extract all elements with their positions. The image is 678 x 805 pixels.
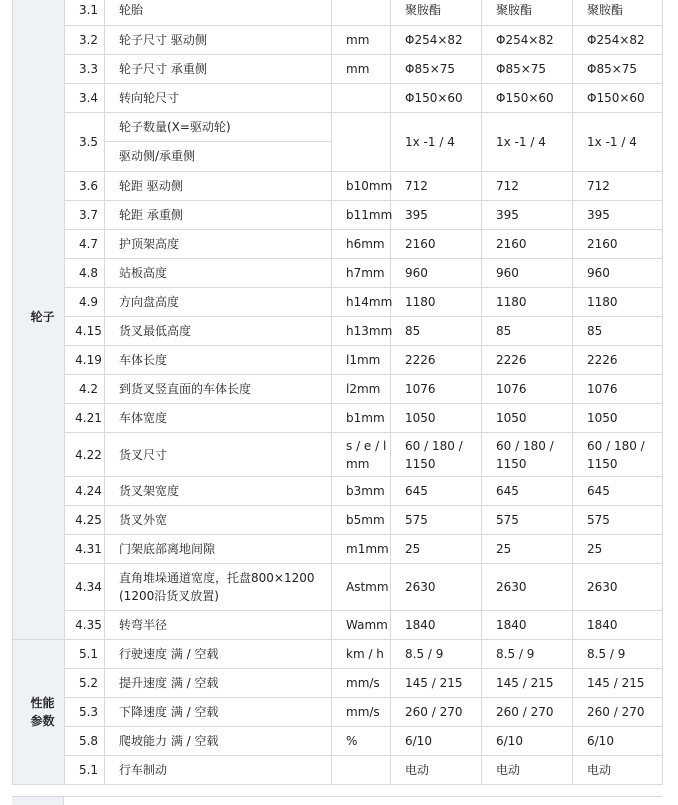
item-number: 3.1 — [65, 0, 105, 26]
table-row — [13, 375, 663, 404]
item-name: 转弯半径 — [105, 611, 332, 640]
item-value: 85 — [482, 317, 573, 346]
item-value: 60 / 180 / 1150 — [391, 433, 482, 477]
item-name: 货叉最低高度 — [105, 317, 332, 346]
item-value: 2226 — [391, 346, 482, 375]
item-number: 4.8 — [65, 259, 105, 288]
item-unit: mm/s — [332, 669, 391, 698]
item-value: 260 / 270 — [391, 698, 482, 727]
item-name: 轮距 驱动侧 — [105, 172, 332, 201]
item-unit: h13mm — [332, 317, 391, 346]
item-name: 转向轮尺寸 — [105, 84, 332, 113]
item-value: 1x -1 / 4 — [391, 113, 482, 172]
table-row — [13, 698, 663, 727]
item-name: 爬坡能力 满 / 空载 — [105, 727, 332, 756]
item-number: 5.1 — [65, 756, 105, 785]
table-row — [13, 433, 663, 477]
table-row — [13, 0, 663, 26]
item-unit: h6mm — [332, 230, 391, 259]
item-unit: b11mm — [332, 201, 391, 230]
item-number: 4.25 — [65, 506, 105, 535]
item-value: 6/10 — [391, 727, 482, 756]
item-number: 3.2 — [65, 26, 105, 55]
item-unit — [332, 113, 391, 172]
item-unit: h14mm — [332, 288, 391, 317]
item-unit: l2mm — [332, 375, 391, 404]
item-value: 聚胺酯 — [391, 0, 482, 26]
item-value: 8.5 / 9 — [482, 640, 573, 669]
item-value: 1050 — [573, 404, 663, 433]
item-unit: b1mm — [332, 404, 391, 433]
item-unit: h7mm — [332, 259, 391, 288]
item-value: 712 — [482, 172, 573, 201]
item-value: 2630 — [482, 564, 573, 611]
item-name: 车体长度 — [105, 346, 332, 375]
table-row — [13, 506, 663, 535]
item-value: 395 — [573, 201, 663, 230]
item-value: 1050 — [482, 404, 573, 433]
item-value: 145 / 215 — [482, 669, 573, 698]
item-value: 电动 — [482, 756, 573, 785]
item-value: 960 — [391, 259, 482, 288]
item-name: 货叉外宽 — [105, 506, 332, 535]
item-unit: Wamm — [332, 611, 391, 640]
item-name: 轮子尺寸 承重侧 — [105, 55, 332, 84]
item-value: 575 — [573, 506, 663, 535]
item-value: Φ150×60 — [482, 84, 573, 113]
item-unit: b5mm — [332, 506, 391, 535]
item-name: 护顶架高度 — [105, 230, 332, 259]
item-value: 85 — [391, 317, 482, 346]
item-value: 1x -1 / 4 — [573, 113, 663, 172]
item-name: 到货叉竖直面的车体长度 — [105, 375, 332, 404]
item-unit — [332, 756, 391, 785]
item-name-line: 驱动侧/承重侧 — [119, 149, 196, 163]
item-value: 25 — [482, 535, 573, 564]
item-name: 门架底部离地间隙 — [105, 535, 332, 564]
item-number: 4.22 — [65, 433, 105, 477]
section-label-performance: 性能 参数 — [13, 640, 65, 785]
item-number: 5.1 — [65, 640, 105, 669]
item-number: 3.5 — [65, 113, 105, 172]
item-value: 260 / 270 — [573, 698, 663, 727]
item-number: 4.34 — [65, 564, 105, 611]
item-number: 3.3 — [65, 55, 105, 84]
item-unit: % — [332, 727, 391, 756]
item-value: Φ85×75 — [482, 55, 573, 84]
item-number: 4.21 — [65, 404, 105, 433]
item-value: 575 — [391, 506, 482, 535]
item-number: 5.2 — [65, 669, 105, 698]
table-row — [13, 564, 663, 611]
item-value: 电动 — [573, 756, 663, 785]
item-name: 提升速度 满 / 空载 — [105, 669, 332, 698]
item-value: 145 / 215 — [573, 669, 663, 698]
item-unit: l1mm — [332, 346, 391, 375]
table-row — [13, 477, 663, 506]
item-number: 3.7 — [65, 201, 105, 230]
item-value: 25 — [573, 535, 663, 564]
item-value: 1840 — [482, 611, 573, 640]
item-unit: mm/s — [332, 698, 391, 727]
item-value: 聚胺酯 — [482, 0, 573, 26]
item-number: 3.6 — [65, 172, 105, 201]
item-value: 2160 — [482, 230, 573, 259]
item-value: 712 — [573, 172, 663, 201]
item-value: 1180 — [573, 288, 663, 317]
item-name — [105, 113, 332, 172]
item-value: 2630 — [573, 564, 663, 611]
item-number: 4.31 — [65, 535, 105, 564]
item-name: 货叉尺寸 — [105, 433, 332, 477]
item-unit: km / h — [332, 640, 391, 669]
item-value: 2226 — [573, 346, 663, 375]
table-row — [13, 230, 663, 259]
table-row — [13, 611, 663, 640]
table-row — [13, 201, 663, 230]
item-number: 5.8 — [65, 727, 105, 756]
item-name: 行车制动 — [105, 756, 332, 785]
table-row — [13, 756, 663, 785]
item-unit: mm — [332, 55, 391, 84]
item-value: 145 / 215 — [391, 669, 482, 698]
table-row — [13, 84, 663, 113]
table-row — [13, 640, 663, 669]
item-value: 8.5 / 9 — [391, 640, 482, 669]
item-name: 轮胎 — [105, 0, 332, 26]
item-number: 3.4 — [65, 84, 105, 113]
item-value: 电动 — [391, 756, 482, 785]
item-number: 4.15 — [65, 317, 105, 346]
item-name: 站板高度 — [105, 259, 332, 288]
item-name: 轮距 承重侧 — [105, 201, 332, 230]
item-number: 4.7 — [65, 230, 105, 259]
item-number: 4.2 — [65, 375, 105, 404]
item-value: 2226 — [482, 346, 573, 375]
item-value: 1840 — [573, 611, 663, 640]
item-value: 25 — [391, 535, 482, 564]
item-value: 聚胺酯 — [573, 0, 663, 26]
item-value: 1076 — [482, 375, 573, 404]
item-number: 5.3 — [65, 698, 105, 727]
item-value: 395 — [391, 201, 482, 230]
item-value: 1180 — [482, 288, 573, 317]
item-value: 645 — [573, 477, 663, 506]
item-unit: m1mm — [332, 535, 391, 564]
item-unit — [332, 0, 391, 26]
item-value: 60 / 180 / 1150 — [573, 433, 663, 477]
item-unit: b3mm — [332, 477, 391, 506]
item-unit: Astmm — [332, 564, 391, 611]
item-number: 4.9 — [65, 288, 105, 317]
item-name: 方向盘高度 — [105, 288, 332, 317]
item-name: 货叉架宽度 — [105, 477, 332, 506]
item-value: 2160 — [573, 230, 663, 259]
item-value: 1180 — [391, 288, 482, 317]
table-row — [13, 55, 663, 84]
item-value: 712 — [391, 172, 482, 201]
table-row — [13, 288, 663, 317]
item-number: 4.35 — [65, 611, 105, 640]
item-number: 4.24 — [65, 477, 105, 506]
table-row — [13, 727, 663, 756]
item-value: 60 / 180 / 1150 — [482, 433, 573, 477]
item-value: 1050 — [391, 404, 482, 433]
item-unit: b10mm — [332, 172, 391, 201]
item-value: 6/10 — [573, 727, 663, 756]
item-value: 960 — [573, 259, 663, 288]
item-value: Φ85×75 — [573, 55, 663, 84]
item-value: Φ85×75 — [391, 55, 482, 84]
item-unit: mm — [332, 26, 391, 55]
table-row — [13, 259, 663, 288]
item-value: Φ254×82 — [482, 26, 573, 55]
item-number: 4.19 — [65, 346, 105, 375]
item-value: Φ150×60 — [573, 84, 663, 113]
item-value: Φ254×82 — [391, 26, 482, 55]
item-value: 960 — [482, 259, 573, 288]
item-unit: s / e / l mm — [332, 433, 391, 477]
item-value: 1076 — [391, 375, 482, 404]
table-row — [13, 535, 663, 564]
item-value: 1076 — [573, 375, 663, 404]
table-row — [13, 317, 663, 346]
item-name: 车体宽度 — [105, 404, 332, 433]
item-value: 2630 — [391, 564, 482, 611]
item-name-line: 轮子数量(X=驱动轮) — [105, 113, 331, 142]
item-value: 260 / 270 — [482, 698, 573, 727]
item-name: 直角堆垛通道宽度，托盘800×1200 (1200沿货叉放置) — [105, 564, 332, 611]
item-value: 2160 — [391, 230, 482, 259]
item-value: 8.5 / 9 — [573, 640, 663, 669]
item-unit — [332, 84, 391, 113]
item-value: 85 — [573, 317, 663, 346]
item-value: Φ150×60 — [391, 84, 482, 113]
table-row — [13, 346, 663, 375]
item-value: 575 — [482, 506, 573, 535]
table-row — [13, 26, 663, 55]
item-value: Φ254×82 — [573, 26, 663, 55]
item-value: 6/10 — [482, 727, 573, 756]
item-value: 1x -1 / 4 — [482, 113, 573, 172]
table-row — [13, 404, 663, 433]
item-value: 645 — [482, 477, 573, 506]
spec-table — [12, 0, 663, 785]
item-name: 行驶速度 满 / 空载 — [105, 640, 332, 669]
item-value: 1840 — [391, 611, 482, 640]
table-row — [13, 172, 663, 201]
item-name: 轮子尺寸 驱动侧 — [105, 26, 332, 55]
section-label-wheels: 轮子 — [13, 0, 65, 640]
item-value: 395 — [482, 201, 573, 230]
table-row — [13, 669, 663, 698]
table-row — [13, 113, 663, 172]
item-value: 645 — [391, 477, 482, 506]
item-name: 下降速度 满 / 空载 — [105, 698, 332, 727]
